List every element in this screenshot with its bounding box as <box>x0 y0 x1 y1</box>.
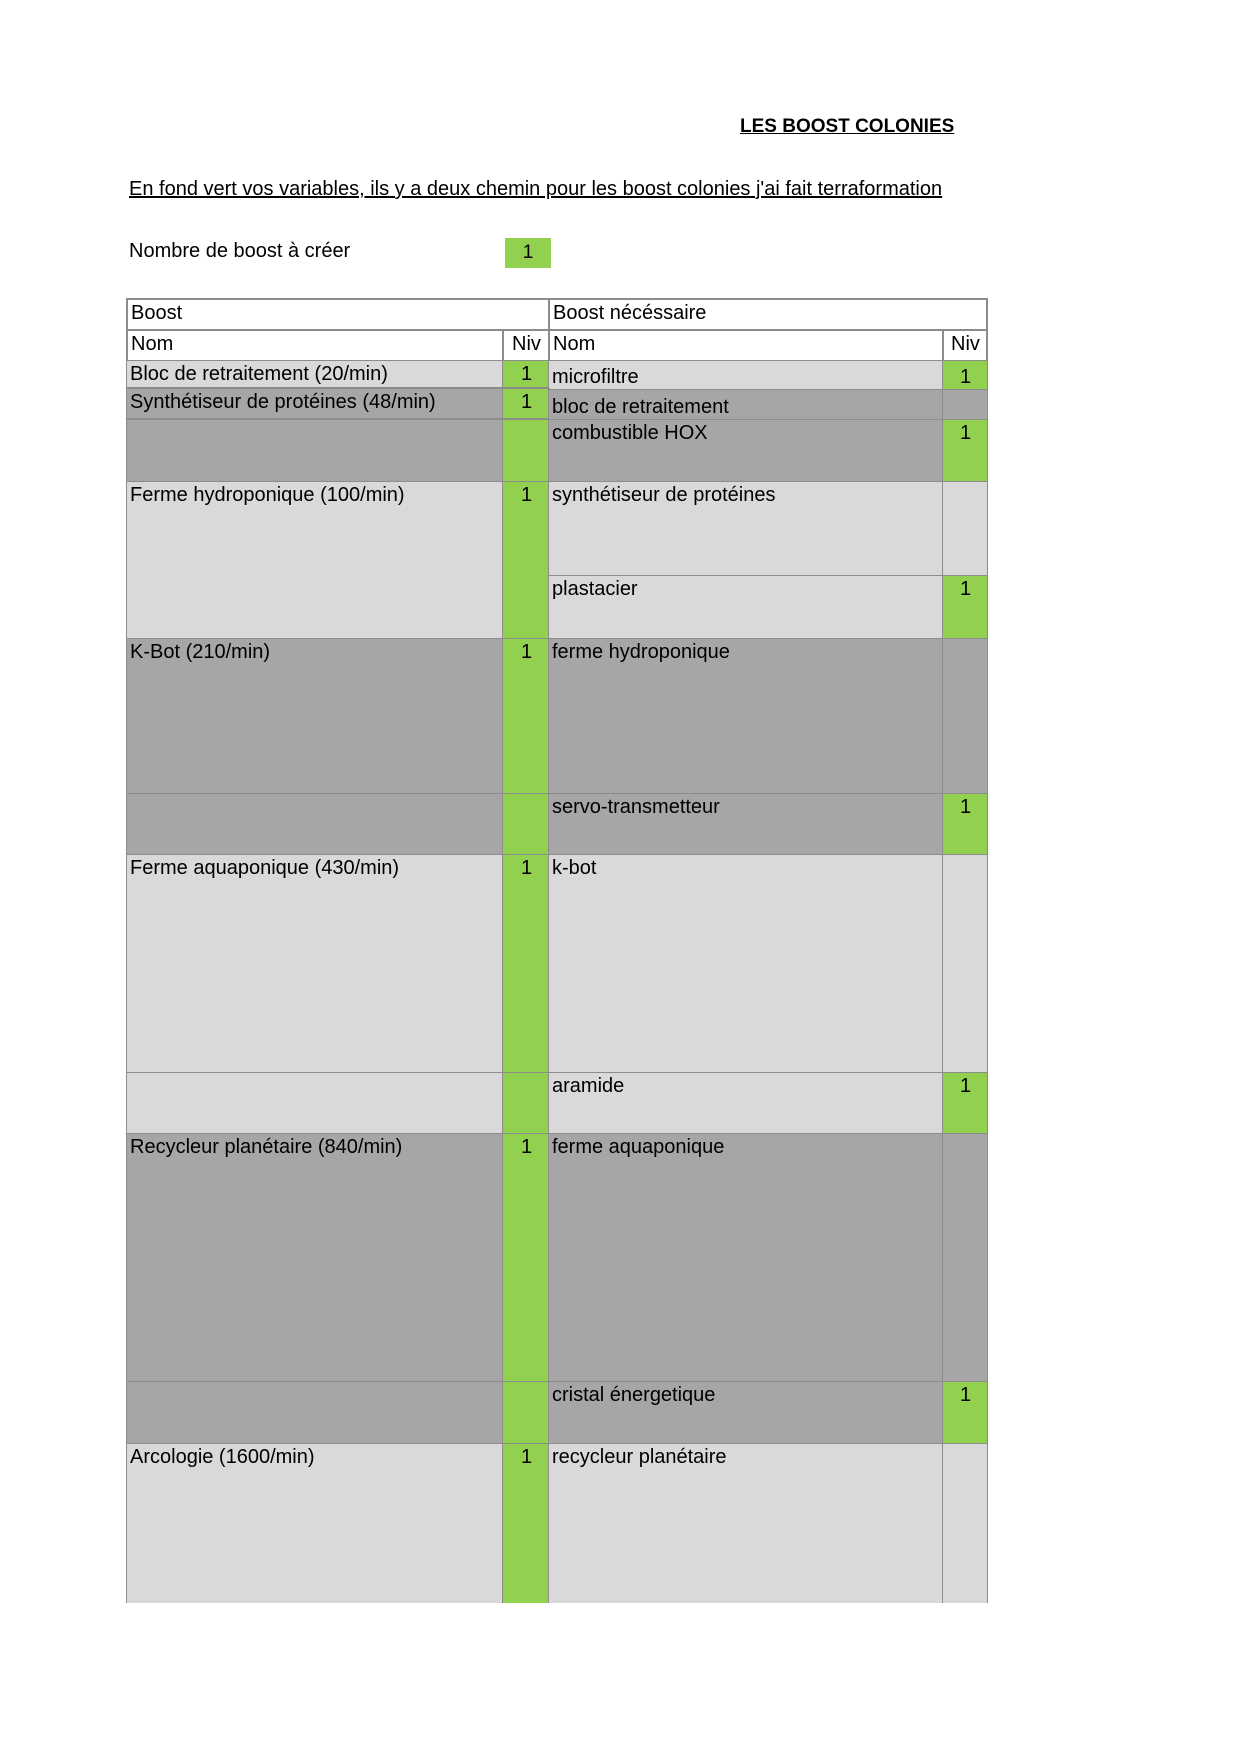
boost-level[interactable]: 1 <box>502 388 550 419</box>
boost-name: Ferme aquaponique (430/min) <box>126 854 504 1074</box>
header-nom-left: Nom <box>126 329 504 362</box>
needed-level <box>942 389 988 421</box>
page-title: LES BOOST COLONIES <box>740 116 955 137</box>
needed-level <box>942 638 988 795</box>
boost-level[interactable] <box>502 419 550 483</box>
needed-name: k-bot <box>548 854 944 1074</box>
boost-count-input[interactable]: 1 <box>505 238 551 268</box>
needed-level[interactable]: 1 <box>942 360 988 391</box>
boost-level[interactable] <box>502 1381 550 1445</box>
boost-name: Ferme hydroponique (100/min) <box>126 481 504 640</box>
header-boost-needed: Boost nécéssaire <box>548 298 988 331</box>
header-niv-right: Niv <box>942 329 988 362</box>
needed-name: bloc de retraitement <box>548 389 944 421</box>
needed-name: combustible HOX <box>548 419 944 483</box>
boost-level[interactable]: 1 <box>502 481 550 640</box>
needed-name: ferme aquaponique <box>548 1133 944 1383</box>
needed-level <box>942 481 988 577</box>
needed-level <box>942 1443 988 1603</box>
needed-level[interactable]: 1 <box>942 793 988 856</box>
boost-name <box>126 793 504 856</box>
needed-level[interactable]: 1 <box>942 1381 988 1445</box>
boost-name: Synthétiseur de protéines (48/min) <box>126 388 504 419</box>
needed-name: recycleur planétaire <box>548 1443 944 1603</box>
boost-count-label: Nombre de boost à créer <box>129 240 351 262</box>
intro-text: En fond vert vos variables, ils y a deux chemin pour les boost colonies j'ai fait terraformation <box>129 178 943 200</box>
header-boost: Boost <box>126 298 550 331</box>
boost-level[interactable]: 1 <box>502 1133 550 1383</box>
needed-level[interactable]: 1 <box>942 419 988 483</box>
needed-level[interactable]: 1 <box>942 1072 988 1135</box>
needed-level[interactable]: 1 <box>942 575 988 640</box>
boost-name <box>126 1381 504 1445</box>
boost-level[interactable]: 1 <box>502 854 550 1074</box>
needed-name: servo-transmetteur <box>548 793 944 856</box>
boost-name: Arcologie (1600/min) <box>126 1443 504 1603</box>
needed-name: aramide <box>548 1072 944 1135</box>
header-niv-left: Niv <box>502 329 550 362</box>
header-nom-right: Nom <box>548 329 944 362</box>
boost-level[interactable]: 1 <box>502 1443 550 1603</box>
needed-name: ferme hydroponique <box>548 638 944 795</box>
needed-level <box>942 1133 988 1383</box>
boost-name: Recycleur planétaire (840/min) <box>126 1133 504 1383</box>
boost-name: K-Bot (210/min) <box>126 638 504 795</box>
boost-level[interactable]: 1 <box>502 360 550 388</box>
boost-name: Bloc de retraitement (20/min) <box>126 360 504 388</box>
needed-name: plastacier <box>548 575 944 640</box>
boost-name <box>126 419 504 483</box>
needed-name: microfiltre <box>548 360 944 391</box>
boost-level[interactable]: 1 <box>502 638 550 795</box>
needed-level <box>942 854 988 1074</box>
boost-level[interactable] <box>502 1072 550 1135</box>
needed-name: cristal énergetique <box>548 1381 944 1445</box>
boost-name <box>126 1072 504 1135</box>
boost-level[interactable] <box>502 793 550 856</box>
needed-name: synthétiseur de protéines <box>548 481 944 577</box>
